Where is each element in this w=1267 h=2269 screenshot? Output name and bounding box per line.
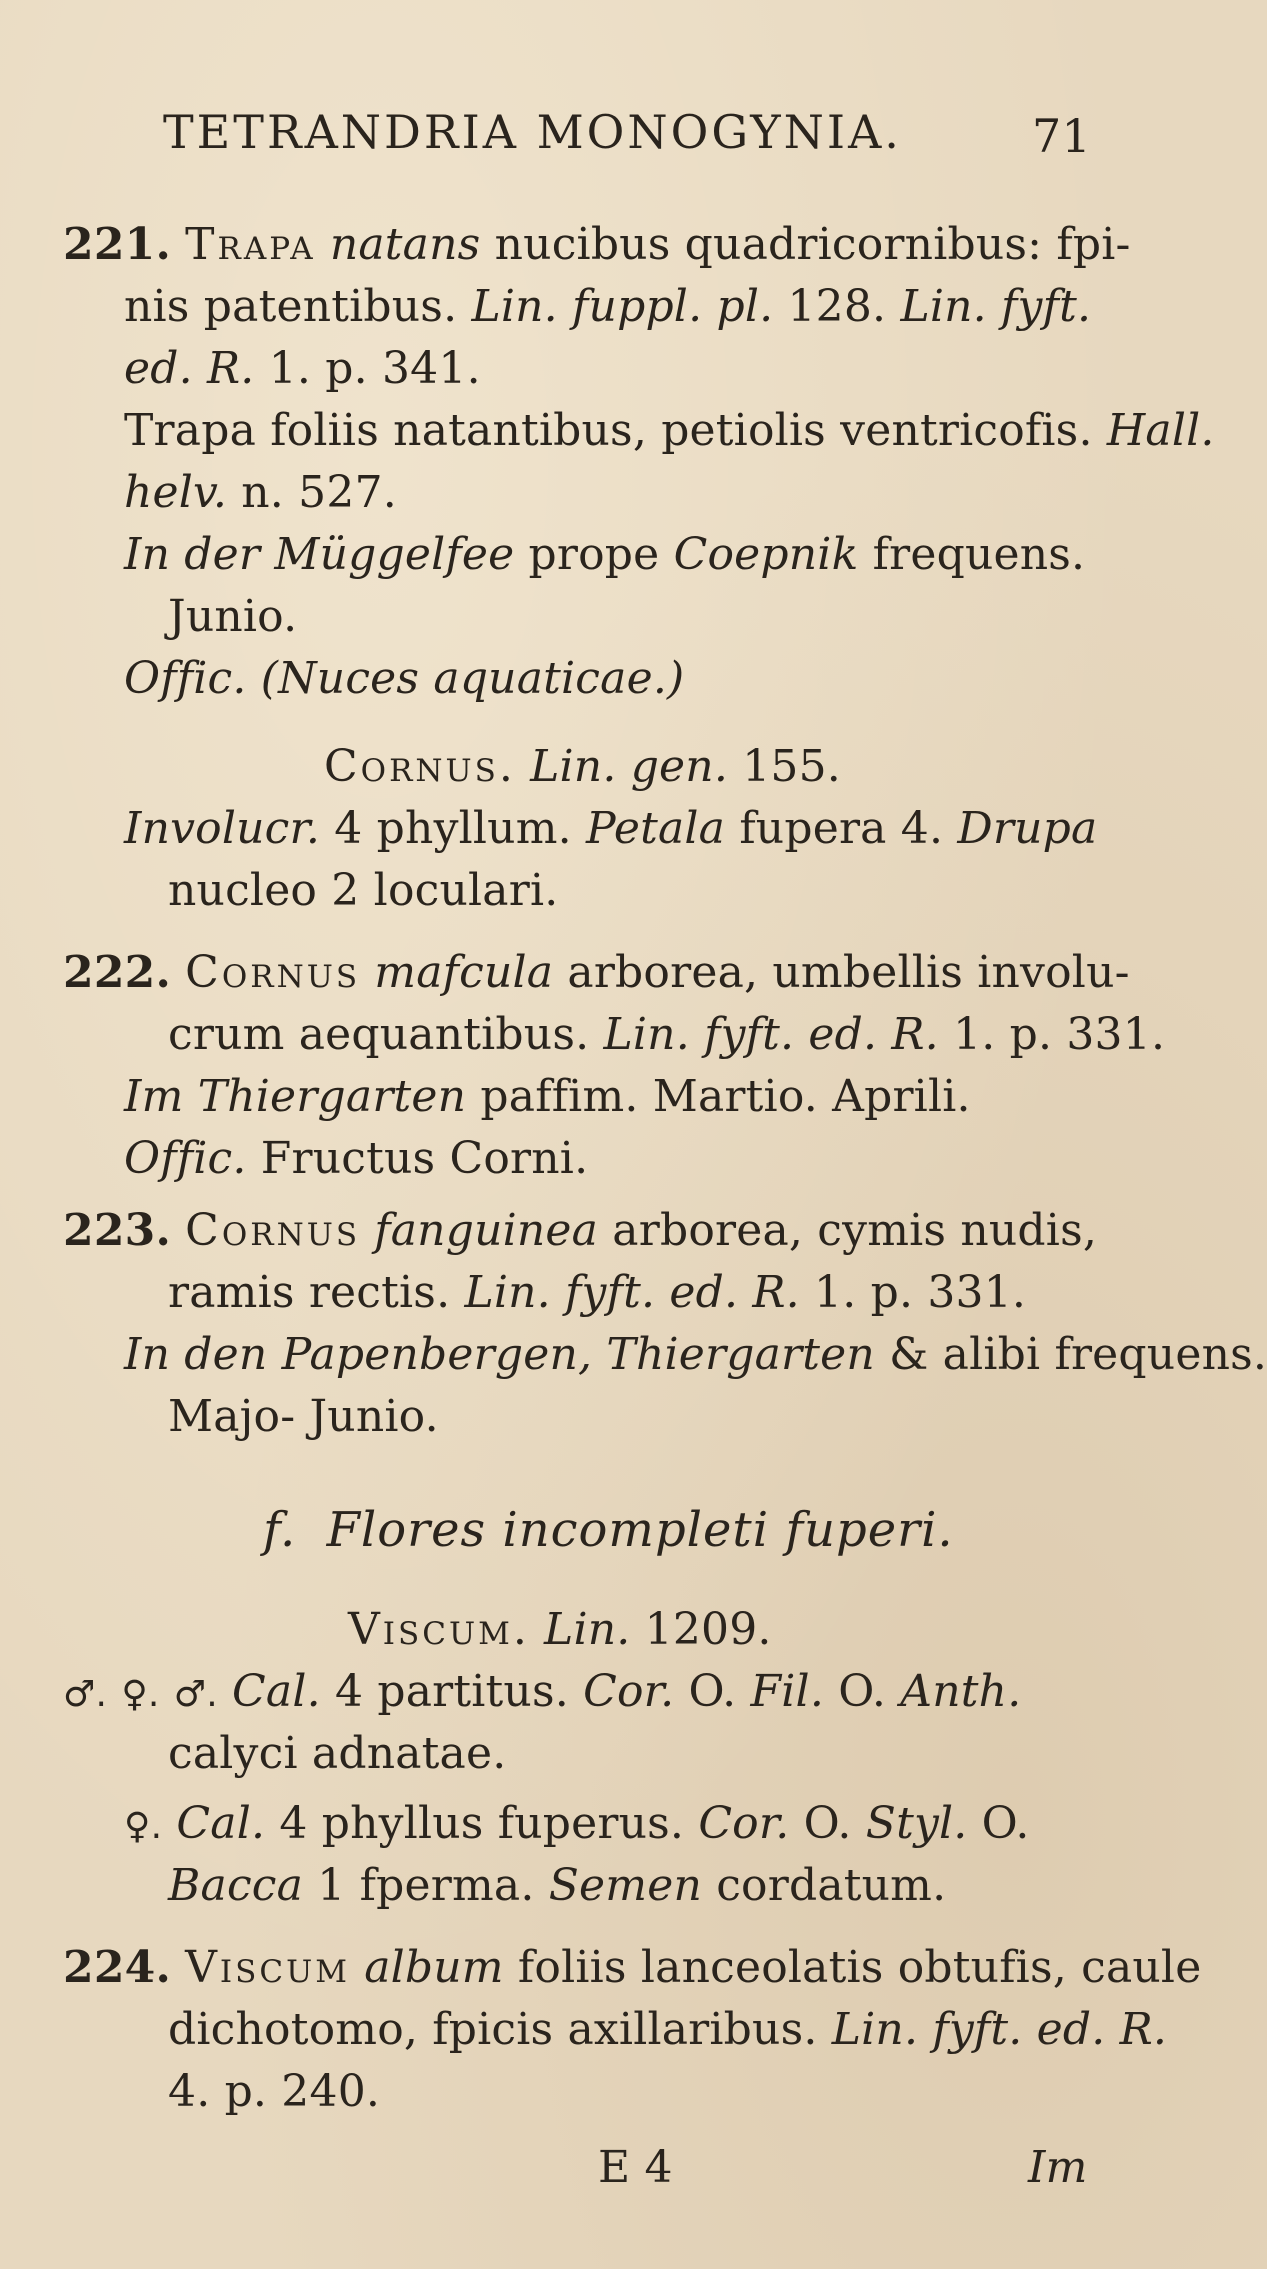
entry-223-line	[168, 1265, 1026, 1321]
section-title: Flores incompleti fuperi.	[326, 1502, 954, 1558]
genus-character-line: nucleo 2 loculari.	[168, 865, 559, 916]
entry-222-line	[63, 945, 1130, 1001]
entry-221-line	[63, 217, 1131, 273]
officinal-line	[124, 651, 684, 707]
character-label: Drupa	[957, 803, 1098, 854]
habitat-line	[124, 527, 1085, 583]
genus-name: Viscum.	[348, 1604, 530, 1655]
reference: Lin.	[544, 1604, 631, 1655]
character-text: O.	[981, 1798, 1030, 1849]
reference: Lin. gen.	[530, 741, 729, 792]
entry-224-line	[63, 1940, 1201, 1996]
reference: 1. p. 331.	[953, 1009, 1166, 1060]
reference: Hall.	[1106, 405, 1215, 456]
female-symbol: ♀.	[121, 1674, 160, 1715]
flowering-time: Junio.	[168, 591, 298, 642]
reference: 1209.	[644, 1604, 772, 1655]
character-label: Cor.	[583, 1666, 675, 1717]
entry-number: 223.	[63, 1205, 171, 1256]
entry-number: 222.	[63, 947, 171, 998]
diagnosis: dichotomo, fpicis axillaribus.	[168, 2004, 818, 2055]
synonym-line	[124, 465, 397, 521]
character-text: O.	[803, 1798, 852, 1849]
male-symbol: ♂.	[173, 1674, 218, 1715]
character-text: cordatum.	[716, 1860, 947, 1911]
officinal-name: (Nuces aquaticae.)	[260, 653, 685, 704]
genus-character-line	[124, 801, 1097, 857]
section-heading	[263, 1502, 954, 1558]
genus-character-line	[168, 1858, 946, 1914]
entry-224-line	[168, 2002, 1167, 2058]
reference: 128.	[787, 281, 887, 332]
character-label: Involucr.	[124, 803, 321, 854]
diagnosis: arborea, umbellis involu-	[567, 947, 1130, 998]
character-label: Cal.	[176, 1798, 266, 1849]
diagnosis: arborea, cymis nudis,	[612, 1205, 1098, 1256]
locality: Im Thiergarten	[124, 1071, 467, 1122]
page-number: 71	[1032, 109, 1091, 163]
character-label: Styl.	[865, 1798, 968, 1849]
section-letter: f.	[263, 1502, 297, 1558]
synonym-line	[124, 403, 1215, 459]
reference: Lin. fyft. ed. R.	[603, 1009, 939, 1060]
officinal-label: Offic.	[124, 1133, 247, 1184]
catchword: Im	[1028, 2142, 1088, 2193]
diagnosis: foliis lanceolatis obtufis, caule	[517, 1942, 1202, 1993]
reference: n. 527.	[241, 467, 397, 518]
genus-name: Cornus	[185, 947, 361, 998]
entry-223-line	[63, 1203, 1097, 1259]
habitat-line	[124, 1069, 971, 1125]
genus-name: Cornus.	[324, 741, 516, 792]
species-name: mafcula	[374, 947, 554, 998]
character-text: 4 phyllus fuperus.	[279, 1798, 685, 1849]
entry-221-line	[124, 341, 481, 397]
character-text: O.	[838, 1666, 887, 1717]
genus-heading	[324, 739, 841, 795]
diagnosis: crum aequantibus.	[168, 1009, 590, 1060]
reference: 1. p. 331.	[814, 1267, 1027, 1318]
habitat-text: & alibi frequens.	[889, 1329, 1267, 1380]
genus-character-line	[124, 1796, 1030, 1855]
genus-name: Viscum	[185, 1942, 351, 1993]
character-label: Bacca	[168, 1860, 304, 1911]
female-symbol: ♀.	[124, 1806, 163, 1847]
locality: In der Müggelfee	[124, 529, 515, 580]
officinal-name: Fructus Corni.	[260, 1133, 589, 1184]
reference: Lin. fuppl. pl.	[471, 281, 774, 332]
character-label: Petala	[586, 803, 726, 854]
character-text: fupera 4.	[739, 803, 944, 854]
habitat-text: prope	[528, 529, 660, 580]
habitat-line	[124, 1327, 1267, 1383]
diagnosis: ramis rectis.	[168, 1267, 451, 1318]
genus-name: Trapa	[185, 219, 316, 270]
character-text: 4 phyllum.	[334, 803, 572, 854]
habitat-text: frequens.	[872, 529, 1086, 580]
locality: Coepnik	[673, 529, 859, 580]
character-text: 4 partitus.	[334, 1666, 569, 1717]
genus-name: Cornus	[185, 1205, 361, 1256]
species-name: album	[364, 1942, 504, 1993]
reference: Lin. fyft. ed. R.	[831, 2004, 1168, 2055]
genus-character-line	[63, 1664, 1021, 1723]
character-label: Cal.	[232, 1666, 321, 1717]
entry-number: 221.	[63, 219, 171, 270]
character-label: Fil.	[750, 1666, 825, 1717]
reference: 1. p. 341.	[268, 343, 481, 394]
entry-222-line	[168, 1007, 1165, 1063]
character-text: O.	[688, 1666, 737, 1717]
officinal-label: Offic.	[124, 653, 247, 704]
character-text: 1 fperma.	[317, 1860, 535, 1911]
species-name: fanguinea	[374, 1205, 599, 1256]
entry-224-line: 4. p. 240.	[168, 2066, 381, 2117]
signature-mark: E 4	[598, 2142, 673, 2193]
synonym: Trapa foliis natantibus, petiolis ventricofis.	[124, 405, 1093, 456]
male-symbol: ♂.	[63, 1674, 108, 1715]
diagnosis: nucibus quadricornibus: fpi-	[494, 219, 1131, 270]
entry-number: 224.	[63, 1942, 171, 1993]
entry-221-line	[124, 279, 1091, 335]
habitat-text: paffim. Martio. Aprili.	[480, 1071, 971, 1122]
species-name: natans	[329, 219, 481, 270]
reference: helv.	[124, 467, 228, 518]
flowering-time: Majo- Junio.	[168, 1391, 439, 1442]
genus-heading	[348, 1602, 772, 1658]
character-label: Cor.	[698, 1798, 790, 1849]
running-head: TETRANDRIA MONOGYNIA.	[163, 105, 902, 159]
genus-character-line: calyci adnatae.	[168, 1728, 507, 1779]
reference: Lin. fyft.	[900, 281, 1092, 332]
diagnosis: nis patentibus.	[124, 281, 458, 332]
locality: In den Papenbergen, Thiergarten	[124, 1329, 875, 1380]
reference: Lin. fyft. ed. R.	[464, 1267, 800, 1318]
character-label: Semen	[548, 1860, 702, 1911]
officinal-line	[124, 1131, 588, 1187]
reference: 155.	[742, 741, 841, 792]
reference: ed. R.	[124, 343, 255, 394]
character-label: Anth.	[900, 1666, 1022, 1717]
